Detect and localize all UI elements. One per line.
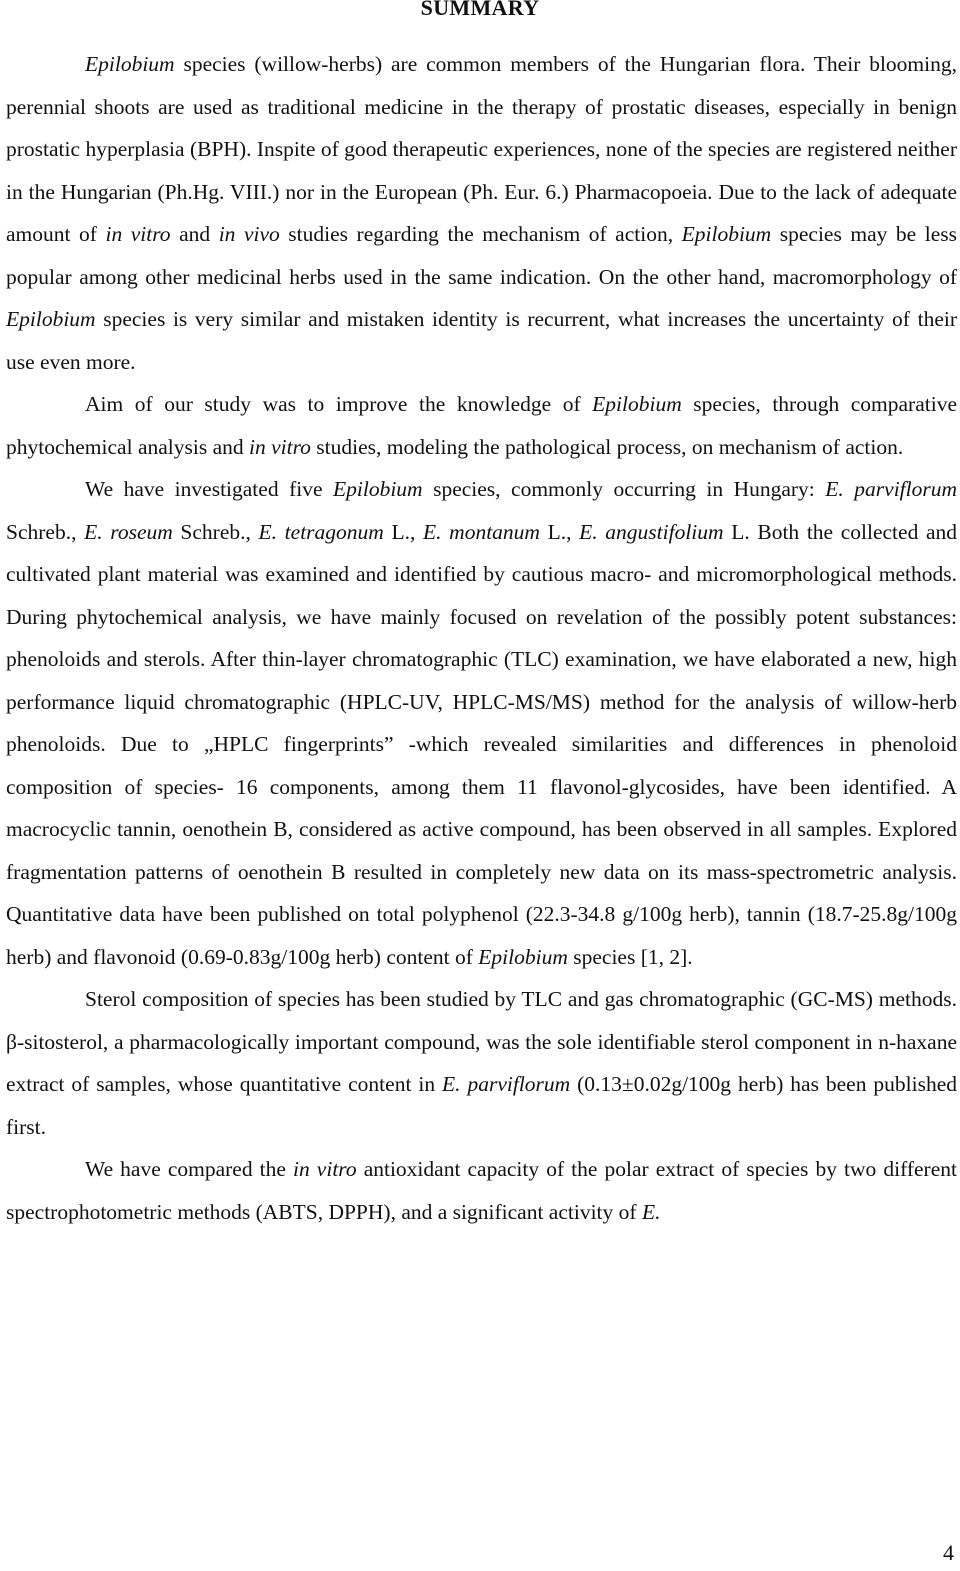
italic-term: in vivo (218, 222, 280, 246)
text-run: species (willow-herbs) are common members of the Hungarian flora. Their blooming, perennial shoots are used as traditional medicine in the therapy of prostatic diseases, especially in benign prostatic hyperplasia (BPH). Inspite of good therapeutic experiences, none of the species are registered neither in the Hungarian (Ph.Hg. VIII.) nor in the European (Ph. Eur. 6.) Pharmacopoeia. Due to the lack of adequate amount of (6, 52, 957, 246)
body-paragraph (6, 383, 957, 468)
italic-term: Epilobium (85, 52, 175, 76)
page-number: 4 (943, 1540, 954, 1565)
body-paragraph (6, 978, 957, 1148)
text-run: L. Both the collected and cultivated plant material was examined and identified by cautious macro- and micromorphological methods. During phytochemical analysis, we have mainly focused on revelation of the possibly potent substances: phenoloids and sterols. After thin-layer chromatographic (TLC) examination, we have elaborated a new, high performance liquid chromatographic (HPLC-UV, HPLC-MS/MS) method for the analysis of willow-herb phenoloids. Due to „HPLC fingerprints” -which revealed similarities and differences in phenoloid composition of species- 16 components, among them 11 flavonol-glycosides, have been identified. A macrocyclic tannin, oenothein B, considered as active compound, has been observed in all samples. Explored fragmentation patterns of oenothein B resulted in completely new data on its mass-spectrometric analysis. Quantitative data have been published on total polyphenol (22.3-34.8 g/100g herb), tannin (18.7-25.8g/100g herb) and flavonoid (0.69-0.83g/100g herb) content of (6, 519, 958, 969)
text-run: (0.13±0.02g/100g herb) has been published first. (6, 1072, 957, 1139)
text-run: Schreb., (172, 519, 259, 544)
italic-term: E. parviflorum (825, 477, 958, 501)
text-run: antioxidant capacity of the polar extract of species by two different spectrophotometric methods (ABTS, DPPH), and a significant activity of (6, 1157, 957, 1224)
text-run: Aim of our study was to improve the knowledge of (85, 392, 593, 416)
text-run: species, through comparative phytochemical analysis and (6, 392, 957, 459)
body-paragraph (6, 1148, 957, 1233)
body-paragraph (6, 43, 957, 383)
text-run: studies regarding the mechanism of action, (279, 222, 682, 246)
italic-term: E. montanum (423, 519, 540, 544)
italic-term: Epilobium (592, 392, 682, 416)
text-run: L., (539, 519, 580, 544)
body-paragraph (6, 468, 957, 978)
text-run: species is very similar and mistaken identity is recurrent, what increases the uncertainty of their use even more. (6, 307, 957, 374)
italic-term: Epilobium (333, 477, 423, 501)
text-run: L., (383, 519, 424, 544)
italic-term: E. (641, 1199, 661, 1224)
text-run: studies, modeling the pathological process, on mechanism of action. (310, 434, 904, 459)
italic-term: in vitro (249, 434, 311, 459)
italic-term: E. angustifolium (579, 519, 724, 544)
text-run: We have compared the (85, 1157, 294, 1181)
text-run: species, commonly occurring in Hungary: (422, 477, 826, 501)
text-run: species may be less popular among other medicinal herbs used in the same indication. On the other hand, macromorphology of (6, 222, 958, 289)
italic-term: E. parviflorum (442, 1072, 571, 1096)
italic-term: Epilobium (478, 944, 568, 969)
italic-term: E. tetragonum (258, 519, 384, 544)
text-run: We have investigated five (85, 477, 333, 501)
italic-term: in vitro (293, 1157, 357, 1181)
italic-term: in vitro (105, 222, 171, 246)
page-title: SUMMARY (420, 0, 540, 20)
italic-term: Epilobium (6, 307, 96, 331)
text-run: and (170, 222, 219, 246)
italic-term: Epilobium (681, 222, 772, 246)
text-run: species [1, 2]. (567, 944, 693, 969)
text-run: Sterol composition of species has been studied by TLC and gas chromatographic (GC-MS) methods. β-sitosterol, a pharmacologically important compound, was the sole identifiable sterol component in n-haxane extract of samples, whose quantitative content in (6, 987, 957, 1096)
text-run: Schreb., (6, 519, 85, 544)
summary-body (6, 43, 957, 1233)
italic-term: E. roseum (84, 519, 173, 544)
